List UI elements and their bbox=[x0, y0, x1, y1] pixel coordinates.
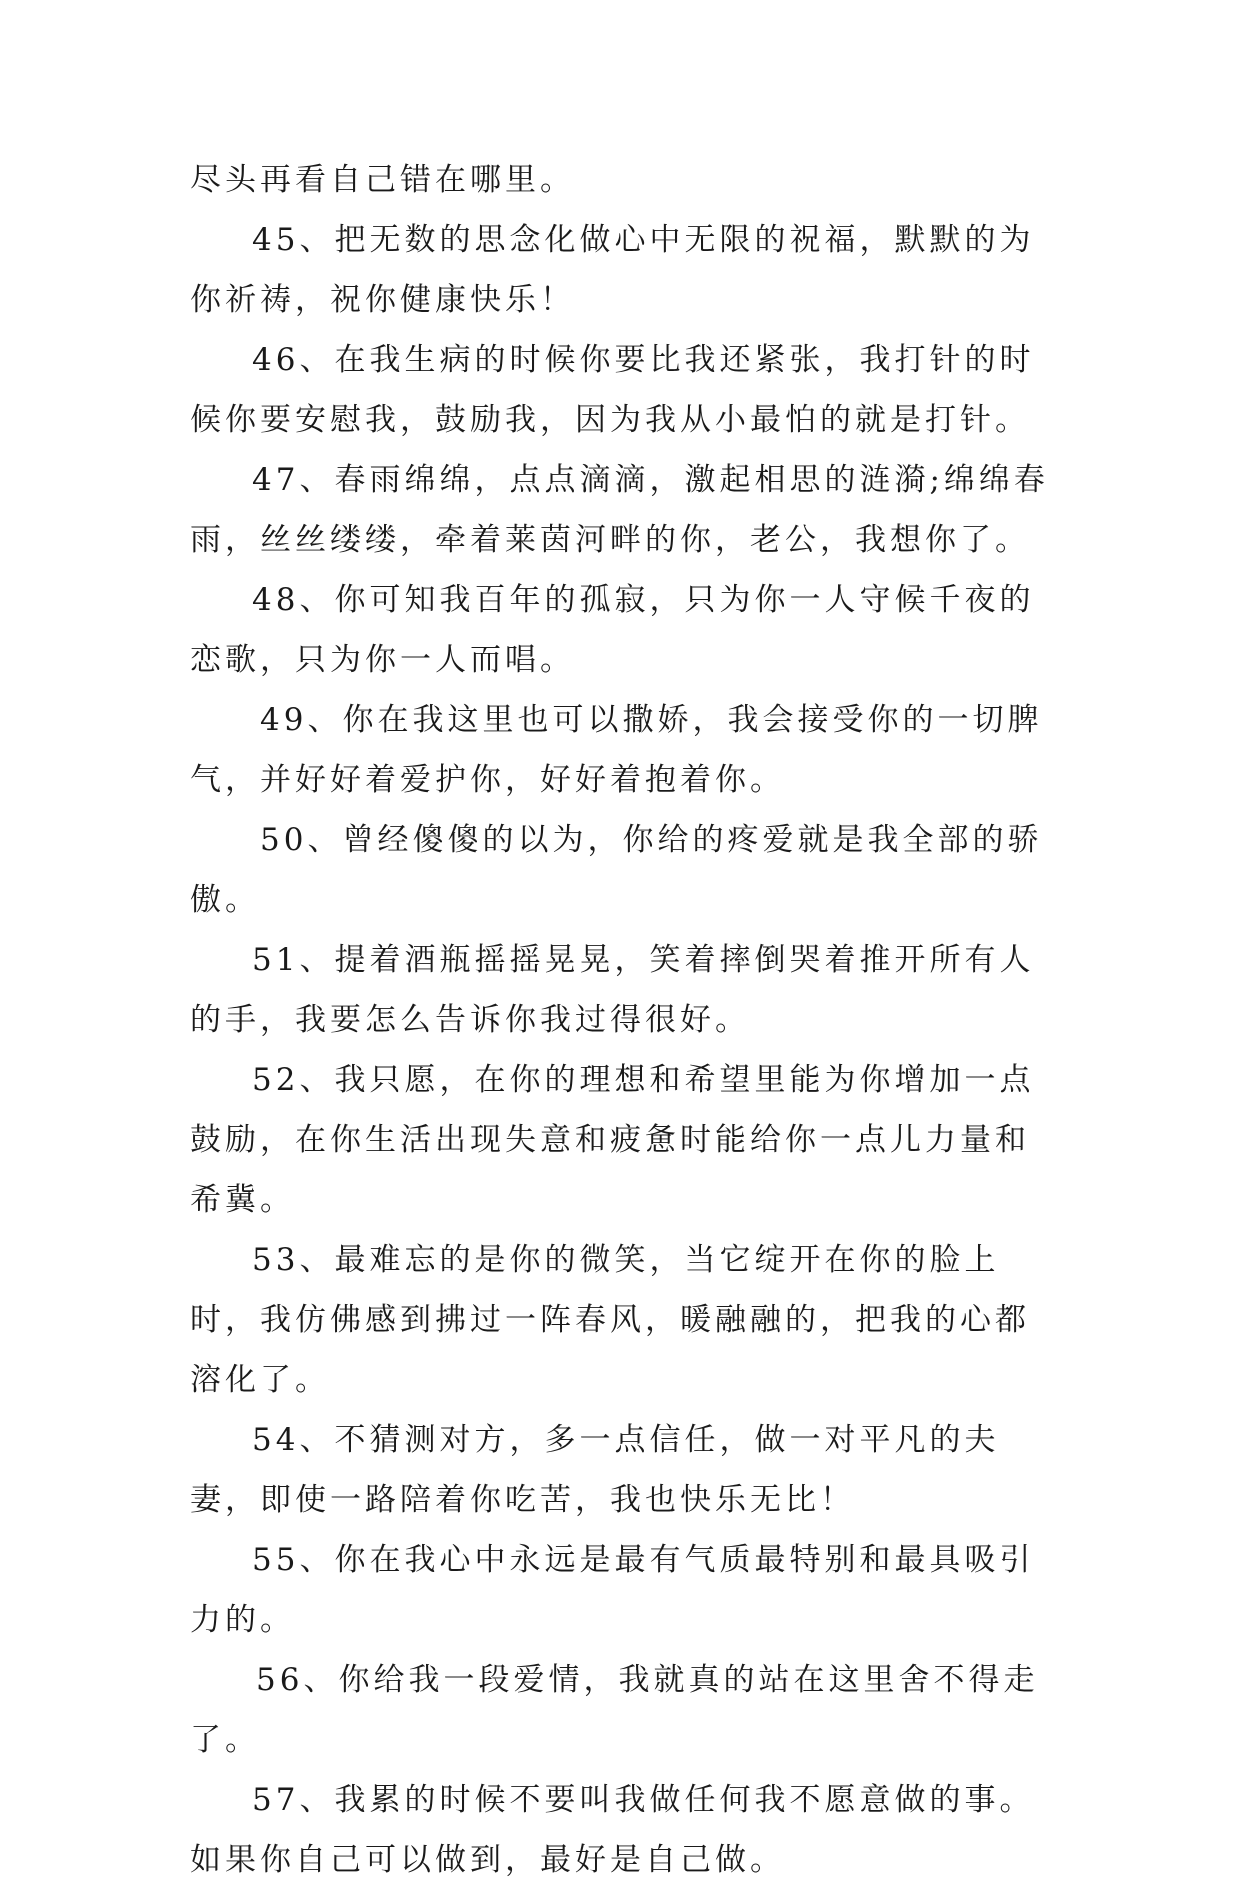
body-text bbox=[190, 150, 1050, 1890]
paragraph-46: 46、在我生病的时候你要比我还紧张，我打针的时候你要安慰我，鼓励我，因为我从小最怕的就是打针。 bbox=[190, 342, 1035, 438]
paragraph-53: 53、最难忘的是你的微笑，当它绽开在你的脸上时，我仿佛感到拂过一阵春风，暖融融的，把我的心都溶化了。 bbox=[190, 1242, 1030, 1398]
paragraph-55: 55、你在我心中永远是最有气质最特别和最具吸引力的。 bbox=[190, 1542, 1035, 1638]
paragraph-56: 56、你给我一段爱情，我就真的站在这里舍不得走了。 bbox=[190, 1662, 1039, 1758]
paragraph-continuation: 尽头再看自己错在哪里。 bbox=[190, 162, 575, 198]
paragraph-49: 49、你在我这里也可以撒娇，我会接受你的一切脾气，并好好着爱护你，好好着抱着你。 bbox=[190, 702, 1043, 798]
paragraph-51: 51、提着酒瓶摇摇晃晃，笑着摔倒哭着推开所有人的手，我要怎么告诉你我过得很好。 bbox=[190, 942, 1035, 1038]
paragraph-45: 45、把无数的思念化做心中无限的祝福，默默的为你祈祷，祝你健康快乐！ bbox=[190, 222, 1035, 318]
paragraph-48: 48、你可知我百年的孤寂，只为你一人守候千夜的恋歌，只为你一人而唱。 bbox=[190, 582, 1035, 678]
paragraph-57: 57、我累的时候不要叫我做任何我不愿意做的事。如果你自己可以做到，最好是自己做。 bbox=[190, 1782, 1035, 1878]
paragraph-54: 54、不猜测对方，多一点信任，做一对平凡的夫妻，即使一路陪着你吃苦，我也快乐无比！ bbox=[190, 1422, 1000, 1518]
paragraph-50: 50、曾经傻傻的以为，你给的疼爱就是我全部的骄傲。 bbox=[190, 822, 1043, 918]
paragraph-52: 52、我只愿，在你的理想和希望里能为你增加一点鼓励，在你生活出现失意和疲惫时能给你一点儿力量和希冀。 bbox=[190, 1062, 1035, 1218]
paragraph-47: 47、春雨绵绵，点点滴滴，激起相思的涟漪;绵绵春雨，丝丝缕缕，牵着莱茵河畔的你，老公，我想你了。 bbox=[190, 462, 1049, 558]
